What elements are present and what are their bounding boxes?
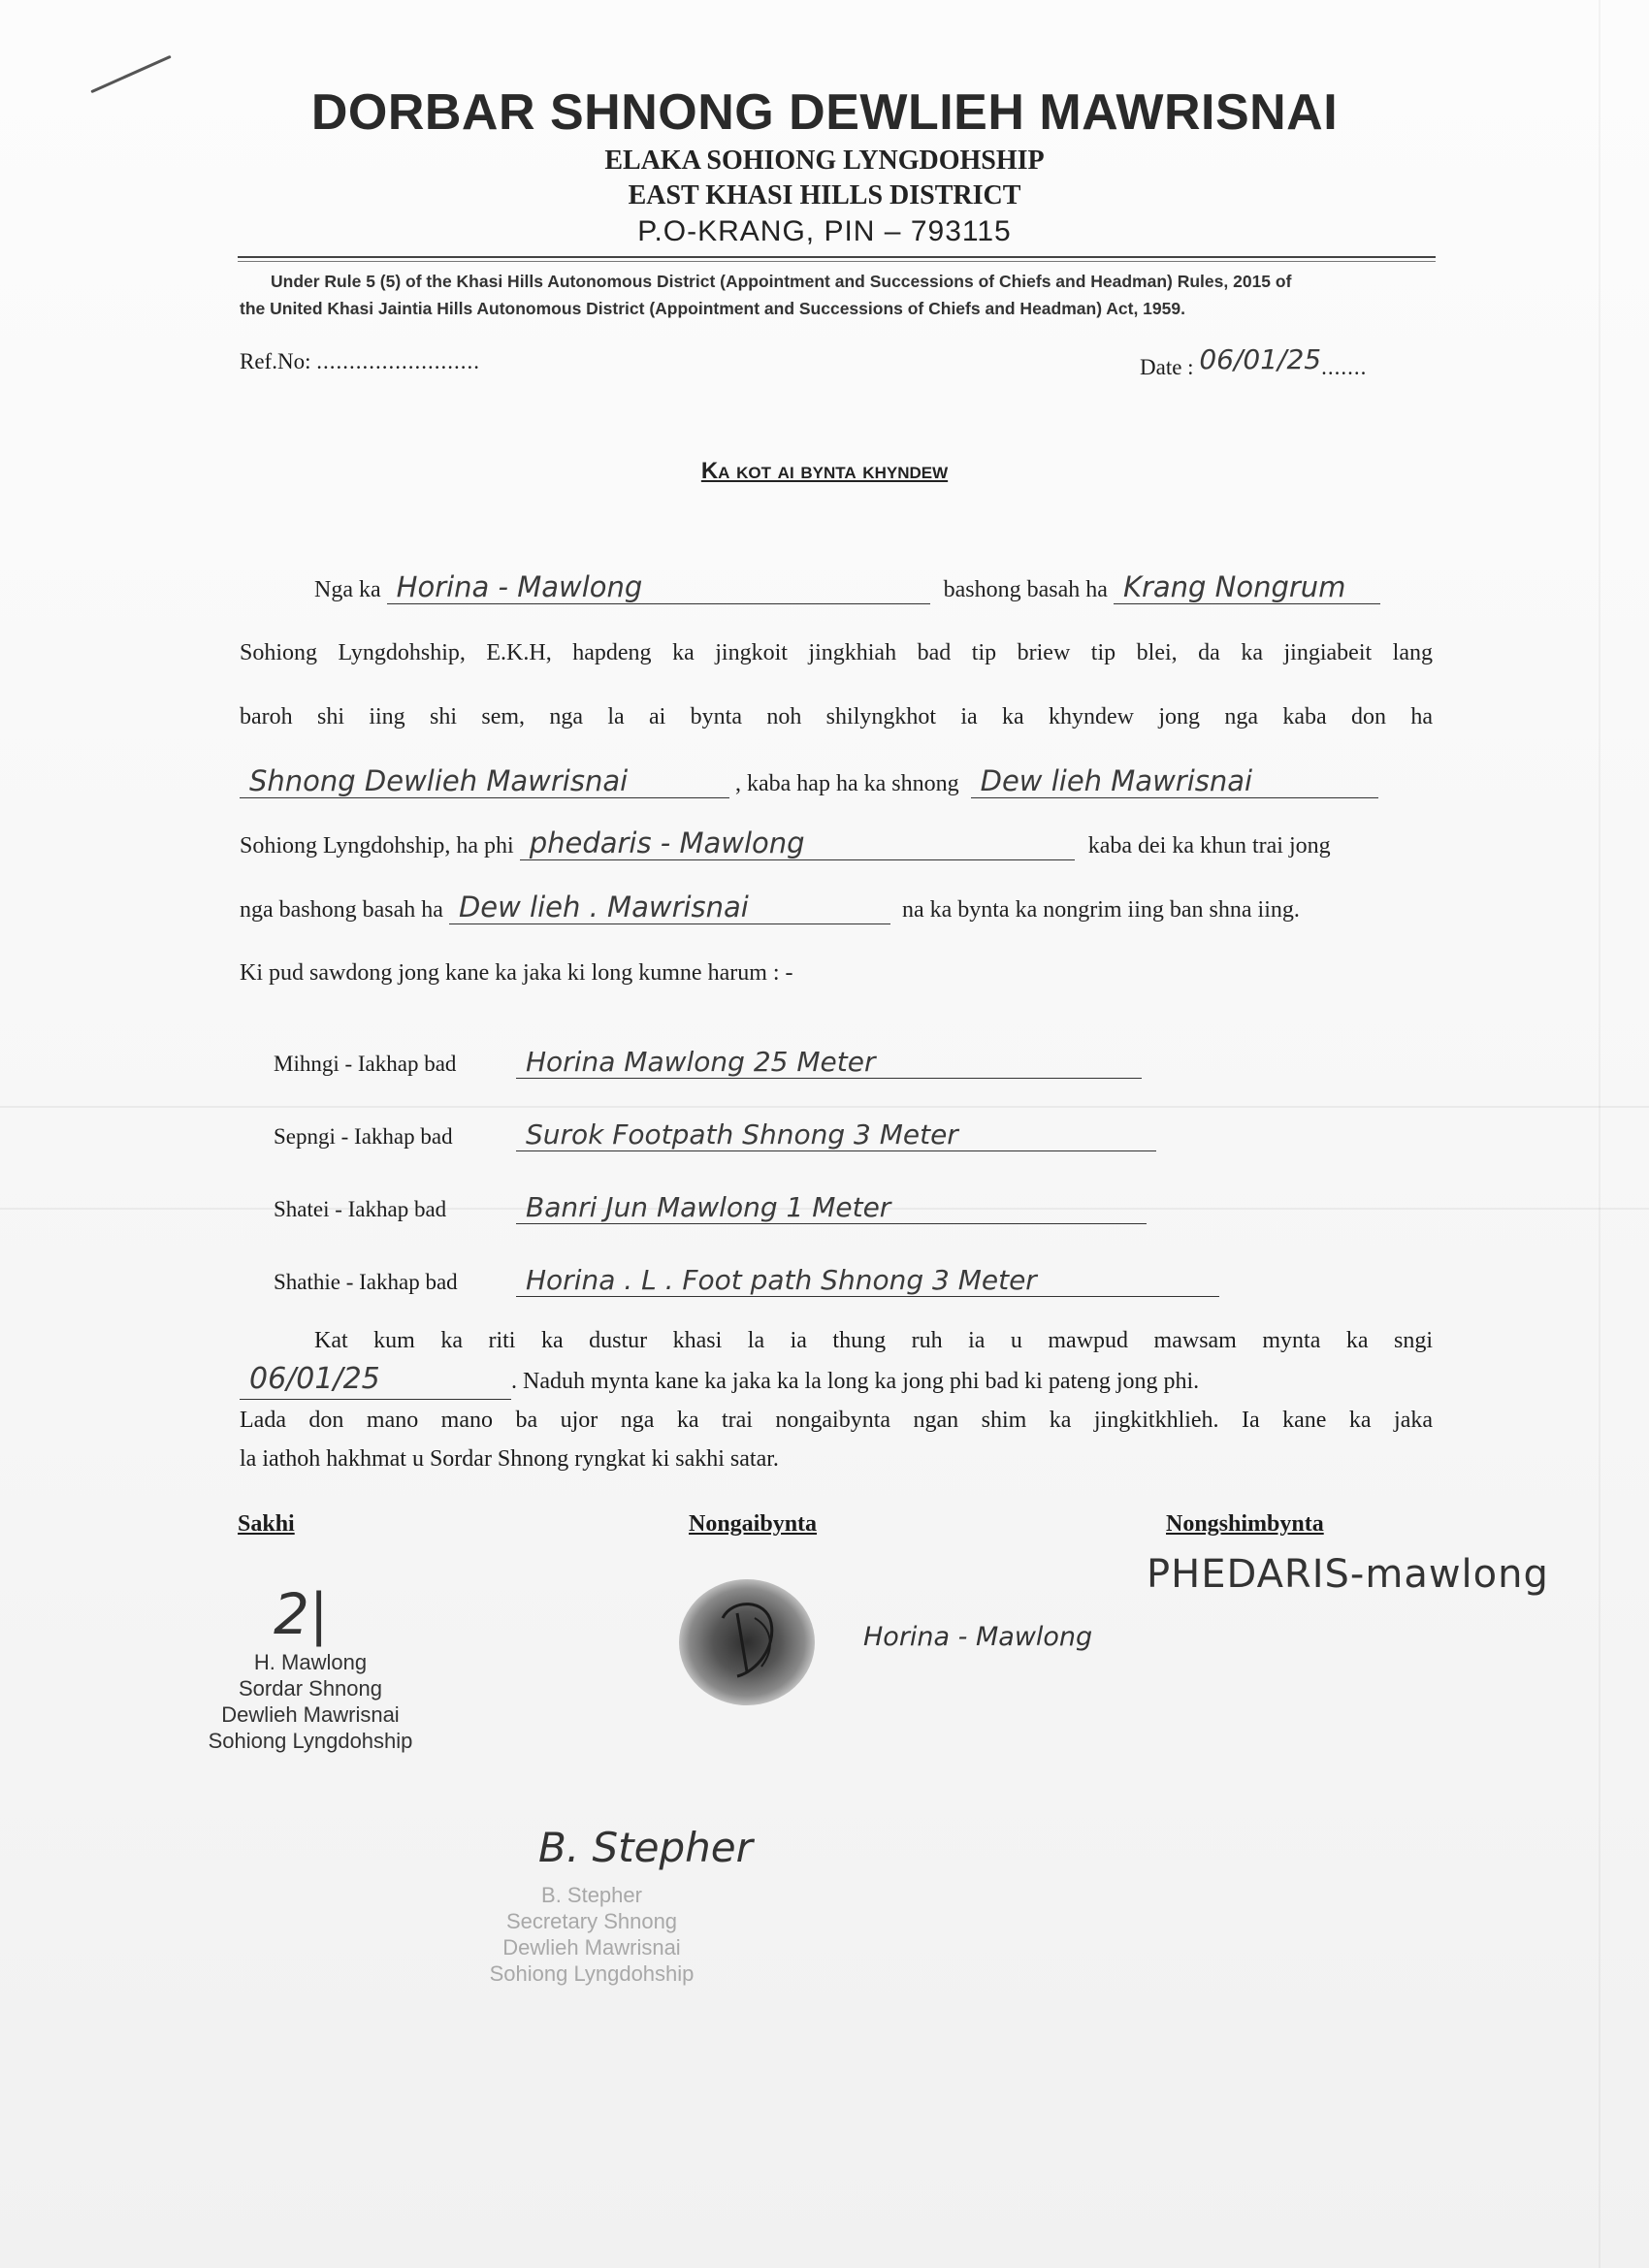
thumbprint [679,1579,815,1705]
secretary-stamp-line: Dewlieh Mawrisnai [502,1935,681,1960]
document-heading: Ka kot ai bynta khyndew [700,458,949,484]
boundary-value: Banri Jun Mawlong 1 Meter [516,1191,1147,1224]
text-nga-bashong: nga bashong basah ha [240,897,443,923]
boundary-west [274,1118,1156,1151]
nongaibynta-heading: Nongaibynta [689,1511,818,1537]
text-na-ka: na ka bynta ka nongrim iing ban shna iing. [901,897,1300,923]
paper-crease [1599,0,1600,2268]
reference-number [240,349,480,374]
header-rule [238,256,1436,258]
body-line-6 [240,891,1300,924]
text-kaba-dei: kaba dei ka khun trai jong [1087,833,1331,859]
recipient-place-field: Dew lieh . Mawrisnai [449,891,890,924]
text-kaba-hap: , kaba hap ha ka shnong [735,771,959,796]
text-nga-ka: Nga ka [314,577,381,602]
land-location-field: Shnong Dewlieh Mawrisnai [240,764,729,798]
boundary-label: Sepngi - Iakhap bad [274,1124,453,1149]
sordar-signature-mark: 2| [274,1581,329,1647]
boundary-value: Horina Mawlong 25 Meter [516,1046,1142,1079]
letterhead-elaka: ELAKA SOHIONG LYNGDOHSHIP [604,146,1045,176]
sordar-stamp-line: Dewlieh Mawrisnai [221,1702,400,1727]
body-line-5 [240,826,1331,860]
closing-line-1: Kat kum ka riti ka dustur khasi la ia thung ruh ia u mawpud mawsam mynta ka sngi [314,1328,1433,1353]
body-line-7: Ki pud sawdong jong kane ka jaka ki long kumne harum : - [240,960,793,986]
recipient-signature: PHEDARIS-mawlong [1147,1552,1549,1597]
giver-place-field: Krang Nongrum [1114,570,1380,604]
header-rule-thin [238,261,1436,262]
sordar-stamp-line: Sordar Shnong [239,1676,382,1701]
body-line-4 [240,764,1378,798]
giver-name-field: Horina - Mawlong [387,570,930,604]
closing-line-4: la iathoh hakhmat u Sordar Shnong ryngkat ki sakhi satar. [240,1446,779,1472]
nongshimbynta-heading: Nongshimbynta [1166,1511,1324,1537]
boundary-north [274,1191,1147,1224]
boundary-label: Mihngi - Iakhap bad [274,1052,457,1076]
letterhead-postal: P.O-KRANG, PIN – 793115 [637,215,1012,247]
boundary-label: Shatei - Iakhap bad [274,1197,447,1221]
recipient-name-field: phedaris - Mawlong [520,826,1075,860]
boundary-value: Surok Footpath Shnong 3 Meter [516,1118,1156,1151]
closing-paragraph [240,1321,1433,1478]
legal-preamble [240,268,1433,322]
boundary-south [274,1264,1219,1297]
closing-line-3: Lada don mano mano ba ujor nga ka trai nongaibynta ngan shim ka jingkitkhlieh. Ia kane ka jaka [240,1408,1433,1433]
document-date [1140,343,1368,381]
preamble-line-2: the United Khasi Jaintia Hills Autonomous District (Appointment and Successions of Chiefs and Headman) Act, 1959. [240,299,1185,318]
closing-line-2 [240,1360,1433,1401]
thumbprint-ridges [679,1579,815,1705]
text-bashong: bashong basah ha [943,577,1108,602]
boundary-value: Horina . L . Foot path Shnong 3 Meter [516,1264,1219,1297]
boundary-east [274,1046,1142,1079]
ritual-date-field: 06/01/25 [240,1360,511,1400]
sordar-stamp [165,1649,456,1754]
text-sohiong-phi: Sohiong Lyngdohship, ha phi [240,833,514,859]
boundary-label: Shathie - Iakhap bad [274,1270,458,1294]
secretary-stamp-line: Secretary Shnong [505,1909,678,1933]
paper-crease [0,1106,1649,1108]
body-line-3: baroh shi iing shi sem, nga la ai bynta noh shilyngkhot ia ka khyndew jong nga kaba don ha [240,704,1433,729]
preamble-line-1: Under Rule 5 (5) of the Khasi Hills Autonomous District (Appointment and Successions of Chiefs and Headman) Rules, 2015 of [271,272,1292,291]
secretary-stamp-line: B. Stepher [541,1883,642,1907]
ref-dots: ......................... [316,349,480,373]
date-label: Date : [1140,355,1194,379]
letterhead-title: DORBAR SHNONG DEWLIEH MAWRISNAI [310,84,1339,141]
sordar-stamp-line: Sohiong Lyngdohship [208,1729,413,1753]
body-line-1 [314,570,1380,604]
date-dots: ....... [1321,355,1368,379]
sordar-stamp-line: H. Mawlong [253,1650,368,1674]
secretary-stamp-line: Sohiong Lyngdohship [489,1961,695,1986]
secretary-stamp [466,1882,718,1987]
body-line-2: Sohiong Lyngdohship, E.K.H, hapdeng ka jingkoit jingkhiah bad tip briew tip blei, da ka jingiabeit lang [240,640,1433,665]
shnong-field: Dew lieh Mawrisnai [971,764,1378,798]
giver-signature: Horina - Mawlong [863,1622,1093,1652]
ref-label: Ref.No: [240,349,311,373]
letterhead-district: EAST KHASI HILLS DISTRICT [628,180,1021,211]
closing-line-2-text: . Naduh mynta kane ka jaka ka la long ka jong phi bad ki pateng jong phi. [511,1369,1200,1394]
secretary-signature: B. Stepher [538,1824,753,1871]
date-value: 06/01/25 [1199,343,1322,375]
sakhi-heading: Sakhi [238,1511,295,1537]
